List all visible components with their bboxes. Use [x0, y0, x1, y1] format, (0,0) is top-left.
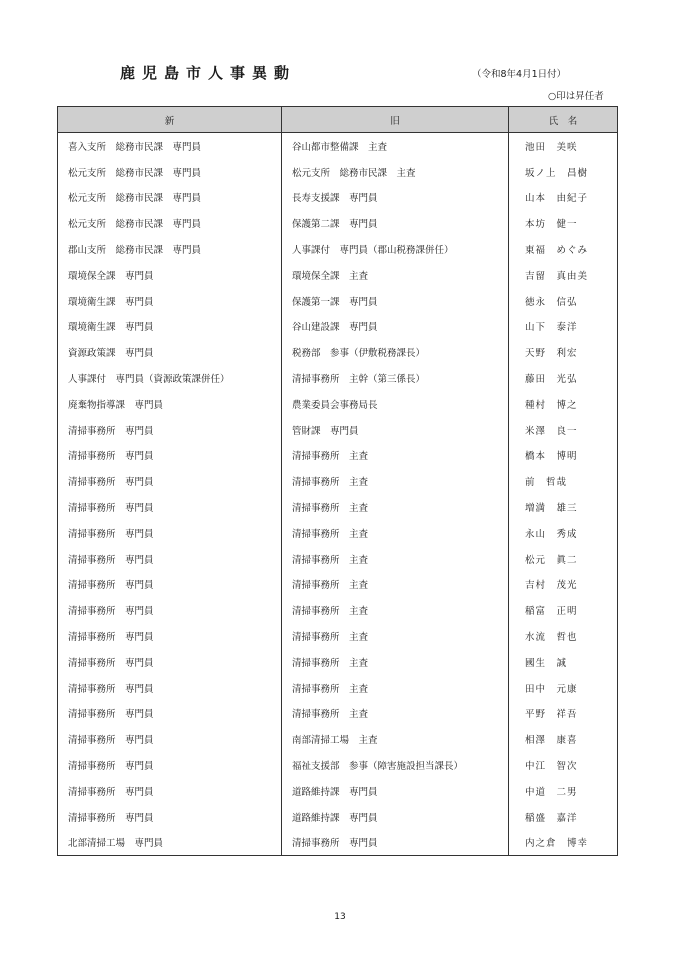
table-row	[58, 391, 618, 417]
cell-old: 税務部 参事（伊敷税務課長）	[282, 339, 509, 365]
cell-name: 種村 博之	[509, 391, 618, 417]
cell-name: 山下 泰洋	[509, 314, 618, 340]
cell-name: 永山 秀成	[509, 520, 618, 546]
table-row	[58, 623, 618, 649]
table-row	[58, 185, 618, 211]
table-row	[58, 417, 618, 443]
cell-new: 喜入支所 総務市民課 専門員	[58, 133, 282, 159]
page-number: 13	[334, 912, 346, 922]
cell-old: 人事課付 専門員（郡山税務課併任）	[282, 236, 509, 262]
table-row	[58, 314, 618, 340]
table-row	[58, 262, 618, 288]
table-row	[58, 804, 618, 830]
cell-name: 橋本 博明	[509, 443, 618, 469]
cell-new: 清掃事務所 専門員	[58, 546, 282, 572]
cell-new: 松元支所 総務市民課 専門員	[58, 185, 282, 211]
cell-new: 環境衛生課 専門員	[58, 314, 282, 340]
header-new: 新	[58, 107, 282, 133]
cell-new: 清掃事務所 専門員	[58, 701, 282, 727]
table-row	[58, 365, 618, 391]
cell-name: 徳永 信弘	[509, 288, 618, 314]
cell-new: 環境保全課 専門員	[58, 262, 282, 288]
cell-name: 中江 智次	[509, 752, 618, 778]
table-row	[58, 675, 618, 701]
cell-name: 増満 雄三	[509, 494, 618, 520]
promotion-note: ○印は昇任者	[548, 91, 604, 102]
table-row	[58, 210, 618, 236]
cell-name: 坂ノ上 昌樹	[509, 159, 618, 185]
cell-new: 松元支所 総務市民課 専門員	[58, 210, 282, 236]
cell-name: 稲富 正明	[509, 597, 618, 623]
cell-name: 藤田 光弘	[509, 365, 618, 391]
table-row	[58, 339, 618, 365]
cell-new: 清掃事務所 専門員	[58, 623, 282, 649]
cell-name: 米澤 良一	[509, 417, 618, 443]
cell-name: 稲盛 嘉洋	[509, 804, 618, 830]
table-row	[58, 288, 618, 314]
cell-new: 清掃事務所 専門員	[58, 675, 282, 701]
cell-old: 清掃事務所 専門員	[282, 830, 509, 856]
cell-name: 吉村 茂光	[509, 572, 618, 598]
cell-new: 郡山支所 総務市民課 専門員	[58, 236, 282, 262]
table-row	[58, 726, 618, 752]
table-row	[58, 597, 618, 623]
document-title: 鹿児島市人事異動	[120, 64, 297, 82]
cell-new: 人事課付 専門員（資源政策課併任）	[58, 365, 282, 391]
cell-new: 清掃事務所 専門員	[58, 804, 282, 830]
cell-old: 清掃事務所 主幹（第三係長）	[282, 365, 509, 391]
cell-old: 清掃事務所 主査	[282, 701, 509, 727]
cell-new: 松元支所 総務市民課 専門員	[58, 159, 282, 185]
effective-date: （令和8年4月1日付）	[472, 69, 567, 80]
cell-new: 清掃事務所 専門員	[58, 726, 282, 752]
cell-name: 國生 誠	[509, 649, 618, 675]
table-row	[58, 546, 618, 572]
cell-old: 松元支所 総務市民課 主査	[282, 159, 509, 185]
personnel-table	[57, 106, 618, 856]
cell-old: 清掃事務所 主査	[282, 468, 509, 494]
cell-new: 北部清掃工場 専門員	[58, 830, 282, 856]
cell-new: 廃棄物指導課 専門員	[58, 391, 282, 417]
table-header-row	[58, 107, 618, 133]
table-row	[58, 701, 618, 727]
cell-old: 清掃事務所 主査	[282, 597, 509, 623]
cell-old: 福祉支援部 参事（障害施設担当課長）	[282, 752, 509, 778]
table-row	[58, 468, 618, 494]
cell-old: 清掃事務所 主査	[282, 649, 509, 675]
cell-old: 農業委員会事務局長	[282, 391, 509, 417]
table-row	[58, 159, 618, 185]
cell-old: 保護第一課 専門員	[282, 288, 509, 314]
cell-old: 道路維持課 専門員	[282, 804, 509, 830]
cell-old: 谷山建設課 専門員	[282, 314, 509, 340]
table-row	[58, 236, 618, 262]
cell-old: 清掃事務所 主査	[282, 546, 509, 572]
cell-name: 天野 利宏	[509, 339, 618, 365]
cell-new: 清掃事務所 専門員	[58, 417, 282, 443]
cell-name: 池田 美咲	[509, 133, 618, 159]
cell-new: 資源政策課 専門員	[58, 339, 282, 365]
cell-new: 清掃事務所 専門員	[58, 468, 282, 494]
cell-new: 清掃事務所 専門員	[58, 597, 282, 623]
cell-name: 前 哲哉	[509, 468, 618, 494]
table-row	[58, 443, 618, 469]
cell-name: 東福 めぐみ	[509, 236, 618, 262]
cell-name: 平野 祥吾	[509, 701, 618, 727]
cell-old: 清掃事務所 主査	[282, 494, 509, 520]
cell-old: 南部清掃工場 主査	[282, 726, 509, 752]
cell-new: 清掃事務所 専門員	[58, 443, 282, 469]
table-row	[58, 572, 618, 598]
cell-new: 清掃事務所 専門員	[58, 752, 282, 778]
cell-old: 長寿支援課 専門員	[282, 185, 509, 211]
header-old: 旧	[282, 107, 509, 133]
header-name: 氏 名	[509, 107, 618, 133]
cell-old: 保護第二課 専門員	[282, 210, 509, 236]
cell-new: 清掃事務所 専門員	[58, 778, 282, 804]
table-row	[58, 133, 618, 159]
table-row	[58, 778, 618, 804]
table-row	[58, 494, 618, 520]
cell-old: 谷山都市整備課 主査	[282, 133, 509, 159]
cell-old: 道路維持課 専門員	[282, 778, 509, 804]
cell-old: 清掃事務所 主査	[282, 520, 509, 546]
cell-name: 山本 由紀子	[509, 185, 618, 211]
table-row	[58, 830, 618, 856]
cell-name: 本坊 健一	[509, 210, 618, 236]
cell-new: 清掃事務所 専門員	[58, 520, 282, 546]
cell-name: 吉留 真由美	[509, 262, 618, 288]
cell-old: 清掃事務所 主査	[282, 623, 509, 649]
cell-name: 松元 眞二	[509, 546, 618, 572]
cell-name: 内之倉 博幸	[509, 830, 618, 856]
table-row	[58, 520, 618, 546]
cell-old: 環境保全課 主査	[282, 262, 509, 288]
table-row	[58, 752, 618, 778]
cell-new: 環境衛生課 専門員	[58, 288, 282, 314]
cell-name: 中道 二男	[509, 778, 618, 804]
cell-new: 清掃事務所 専門員	[58, 494, 282, 520]
cell-name: 水流 哲也	[509, 623, 618, 649]
cell-name: 相澤 康喜	[509, 726, 618, 752]
cell-new: 清掃事務所 専門員	[58, 649, 282, 675]
table-row	[58, 649, 618, 675]
cell-new: 清掃事務所 専門員	[58, 572, 282, 598]
cell-name: 田中 元康	[509, 675, 618, 701]
cell-old: 清掃事務所 主査	[282, 443, 509, 469]
cell-old: 管財課 専門員	[282, 417, 509, 443]
cell-old: 清掃事務所 主査	[282, 675, 509, 701]
cell-old: 清掃事務所 主査	[282, 572, 509, 598]
